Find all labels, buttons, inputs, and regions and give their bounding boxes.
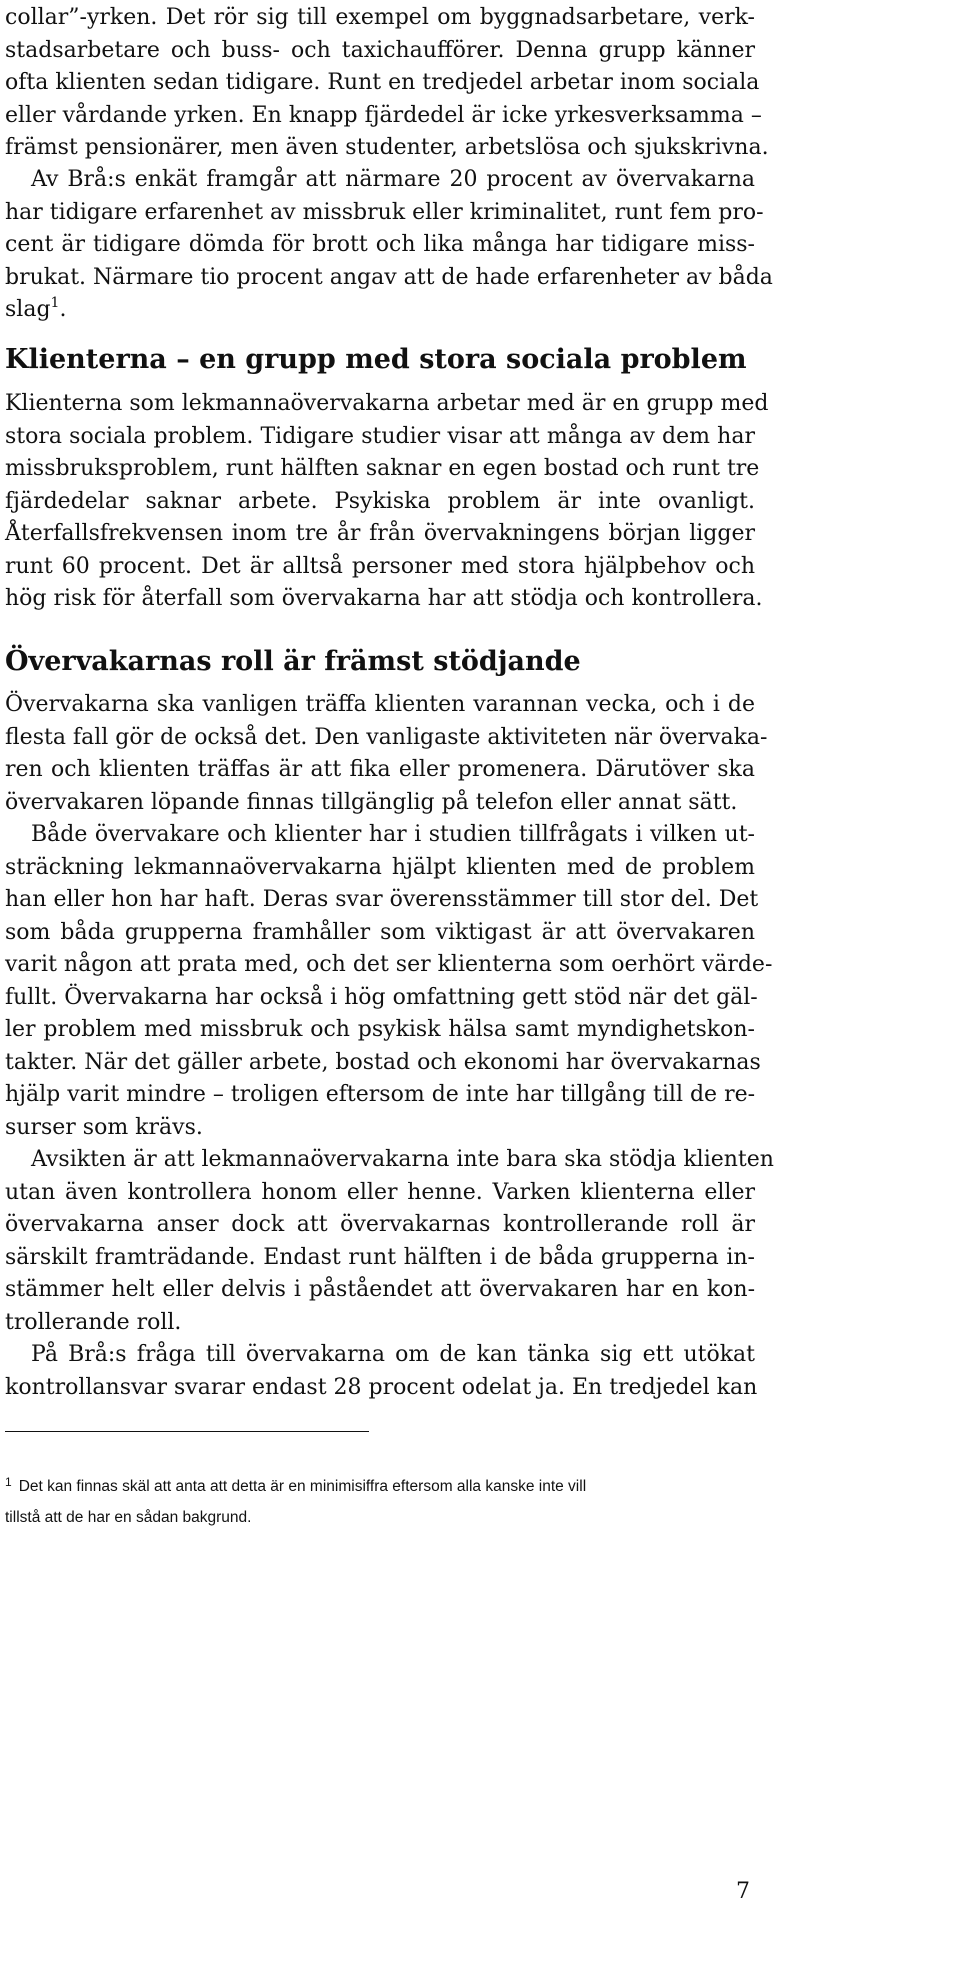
text-line: flesta fall gör de också det. Den vanligaste aktiviteten när övervaka- [5, 724, 768, 750]
text-line: sträckning lekmannaövervakarna hjälpt klienten med de problem [5, 854, 755, 880]
text-line: takter. När det gäller arbete, bostad och ekonomi har övervakarnas [5, 1049, 761, 1075]
footnote-text: Det kan finnas skäl att anta att detta är en minimisiffra eftersom alla kanske inte vill [18, 1478, 587, 1495]
text-line: Övervakarna ska vanligen träffa klienten varannan vecka, och i de [5, 692, 755, 717]
paragraph-help [5, 819, 773, 1144]
footnote-separator [5, 1431, 369, 1432]
text-line: trollerande roll. [5, 1309, 182, 1335]
text-line: främst pensionärer, men även studenter, arbetslösa och sjukskrivna. [5, 135, 769, 160]
text-line: ler problem med missbruk och psykisk hälsa samt myndighetskon- [5, 1017, 755, 1042]
paragraph-bra-survey [5, 164, 773, 327]
text-line: utan även kontrollera honom eller henne. Varken klienterna eller [5, 1179, 755, 1205]
text-line: kontrollansvar svarar endast 28 procent odelat ja. En tredjedel kan [5, 1374, 758, 1400]
text-line: Av Brå:s enkät framgår att närmare 20 procent av övervakarna [31, 167, 755, 192]
footnote-line [5, 1467, 755, 1502]
paragraph-control [5, 1144, 774, 1339]
paragraph-continuation [5, 2, 769, 165]
footnote-line: tillstå att de har en sådan bakgrund. [5, 1509, 252, 1526]
text-line: Avsikten är att lekmannaövervakarna inte bara ska stödja klienten [31, 1147, 774, 1172]
footnote [5, 1467, 755, 1533]
text-fragment: . [59, 297, 67, 322]
text-line: runt 60 procent. Det är alltså personer med stora hjälpbehov och [5, 553, 755, 579]
footnote-mark: 1 [5, 1475, 12, 1489]
text-line: stora sociala problem. Tidigare studier visar att många av dem har [5, 423, 755, 449]
text-line: cent är tidigare dömda för brott och lika många har tidigare miss- [5, 232, 755, 257]
footnote-reference: 1 [50, 295, 60, 311]
text-line: varit någon att prata med, och det ser klienterna som oerhört värde- [5, 952, 773, 977]
text-line: missbruksproblem, runt hälften saknar en egen bostad och runt tre [5, 456, 760, 481]
text-line: På Brå:s fråga till övervakarna om de kan tänka sig ett utökat [31, 1342, 755, 1367]
text-line: hjälp varit mindre – troligen eftersom de inte har tillgång till de re- [5, 1082, 756, 1107]
text-line: övervakaren löpande finnas tillgänglig på telefon eller annat sätt. [5, 789, 738, 815]
text-line: ren och klienten träffas är att fika eller promenera. Därutöver ska [5, 757, 755, 782]
paragraph-extended-control [5, 1339, 758, 1404]
text-line: har tidigare erfarenhet av missbruk eller kriminalitet, runt fem pro- [5, 199, 764, 225]
text-line: han eller hon har haft. Deras svar överensstämmer till stor del. Det [5, 887, 759, 912]
section-heading-clients: Klienterna – en grupp med stora sociala problem [5, 344, 747, 375]
text-line: surser som krävs. [5, 1114, 203, 1140]
text-line: ofta klienten sedan tidigare. Runt en tredjedel arbetar inom sociala [5, 70, 760, 95]
text-line: Klienterna som lekmannaövervakarna arbetar med är en grupp med [5, 391, 769, 416]
text-line: särskilt framträdande. Endast runt hälften i de båda grupperna in- [5, 1244, 755, 1270]
text-line: fjärdedelar saknar arbete. Psykiska problem är inte ovanligt. [5, 488, 755, 514]
paragraph-clients [5, 388, 769, 616]
text-line [5, 294, 755, 327]
text-line: hög risk för återfall som övervakarna har att stödja och kontrollera. [5, 586, 763, 611]
text-line: stadsarbetare och buss- och taxichaufförer. Denna grupp känner [5, 37, 755, 63]
page-number: 7 [736, 1879, 750, 1904]
text-line: fullt. Övervakarna har också i hög omfattning gett stöd när det gäl- [5, 984, 758, 1010]
text-line: Återfallsfrekvensen inom tre år från övervakningens början ligger [5, 521, 755, 546]
section-heading-supervisors-role: Övervakarnas roll är främst stödjande [5, 646, 581, 677]
text-line: collar”-yrken. Det rör sig till exempel om byggnadsarbetare, verk- [5, 5, 755, 30]
text-line: brukat. Närmare tio procent angav att de hade erfarenheter av båda [5, 264, 773, 290]
text-line: Både övervakare och klienter har i studien tillfrågats i vilken ut- [31, 822, 755, 847]
text-line: övervakarna anser dock att övervakarnas kontrollerande roll är [5, 1212, 755, 1237]
text-line: som båda grupperna framhåller som viktigast är att övervakaren [5, 919, 755, 945]
paragraph-meetings [5, 689, 768, 819]
text-fragment: slag [5, 297, 51, 322]
text-line: stämmer helt eller delvis i påståendet att övervakaren har en kon- [5, 1277, 755, 1302]
text-line: eller vårdande yrken. En knapp fjärdedel är icke yrkesverksamma – [5, 102, 762, 128]
